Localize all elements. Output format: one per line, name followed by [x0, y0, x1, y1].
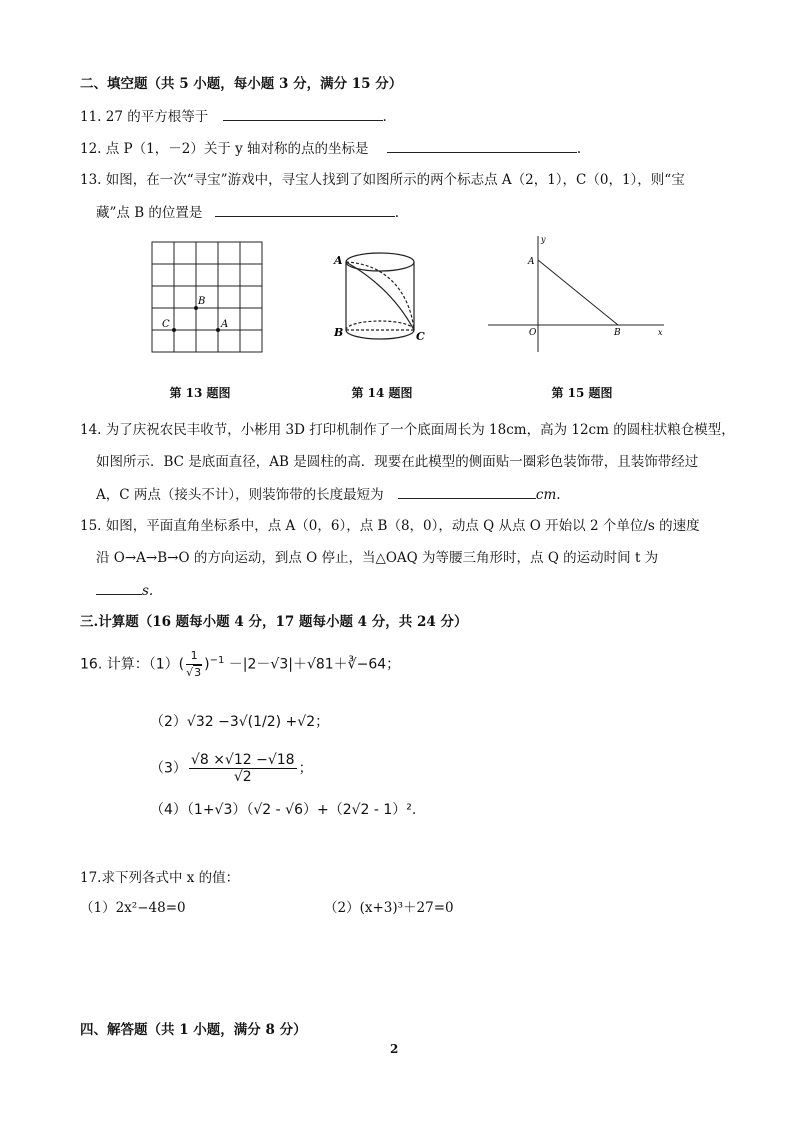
- question-11: [80, 106, 387, 127]
- question-16-part1: 16. 计算：（1）( $\frac{1}{√3}$ )$^{-1}$ －|2－√3|＋√81＋∛−64；: [80, 649, 401, 679]
- fig15-label-a: A: [528, 257, 535, 267]
- fig13-label-c: C: [162, 319, 170, 330]
- question-14-line1: 14. 为了庆祝农民丰收节，小彬用 3D 打印机制作了一个底面周长为 18cm，高为 12cm 的圆柱状粮仓模型，: [80, 422, 735, 438]
- fig14-label-a: A: [334, 254, 343, 267]
- question-13-line1: 13. 如图，在一次“寻宝”游戏中，寻宝人找到了如图所示的两个标志点 A（2，1），C（0，1），则“宝: [80, 172, 685, 188]
- q13-line2-text: 藏”点 B 的位置是: [96, 205, 203, 221]
- q16-part3-fraction: [189, 752, 297, 785]
- q14-line3-text: A，C 两点（接头不计），则装饰带的长度最短为: [96, 487, 384, 503]
- figure-14-cylinder: [330, 244, 435, 352]
- fig15-label-x: x: [658, 328, 663, 337]
- fig15-label-y: y: [541, 235, 546, 244]
- question-17-title: 17.求下列各式中 x 的值：: [80, 870, 240, 886]
- section-2-title: 二、填空题（共 5 小题，每小题 3 分，满分 15 分）: [80, 76, 403, 92]
- point-c-dot: [172, 328, 176, 332]
- figure-13-grid: [148, 238, 268, 358]
- question-17-part2: （2）(x+3)³＋27=0: [324, 900, 454, 916]
- point-a-dot: [216, 328, 220, 332]
- q16-part3-denominator: √2: [233, 769, 252, 785]
- figure-15-axes: [486, 232, 668, 356]
- q13-answer-blank[interactable]: [215, 202, 395, 217]
- figure-14-caption: 第 14 题图: [351, 386, 413, 400]
- q13-end: .: [394, 205, 399, 221]
- question-14-line2: 如图所示．BC 是底面直径，AB 是圆柱的高．现要在此模型的侧面贴一圈彩色装饰带，且装饰带经过: [96, 454, 699, 470]
- q15-unit: s.: [142, 583, 154, 599]
- question-15-line3: [96, 580, 153, 601]
- q16-fraction: $\frac{1}{√3}$: [186, 649, 202, 679]
- q11-answer-blank[interactable]: [223, 106, 383, 121]
- figure-13-caption: 第 13 题图: [169, 386, 231, 400]
- question-14-line3: [96, 484, 561, 505]
- section-4-title: 四、解答题（共 1 小题，满分 8 分）: [80, 1022, 307, 1038]
- q14-unit: cm.: [535, 487, 561, 503]
- fig15-label-b: B: [614, 328, 621, 338]
- q12-end: .: [576, 141, 582, 157]
- q12-text: 12. 点 P（1，－2）关于 y 轴对称的点的坐标是: [80, 141, 369, 157]
- q16-part3-label: （3）: [150, 760, 187, 777]
- question-15-line1: 15. 如图，平面直角坐标系中，点 A（0，6），点 B（8，0），动点 Q 从点 O 开始以 2 个单位/s 的速度: [80, 518, 700, 534]
- q15-answer-blank[interactable]: [96, 580, 142, 595]
- fig14-label-c: C: [416, 330, 425, 343]
- q16-fraction-paren-close: ): [204, 656, 210, 673]
- question-16-part3: [150, 752, 313, 792]
- question-13-line2: [96, 202, 399, 223]
- fig13-label-b: B: [198, 296, 206, 307]
- figure-15-caption: 第 15 题图: [551, 386, 613, 400]
- question-15-line2: 沿 O→A→B→O 的方向运动，到点 O 停止，当△OAQ 为等腰三角形时，点 Q 的运动时间 t 为: [96, 550, 659, 566]
- q16-prefix: 16. 计算：（1）: [80, 656, 179, 673]
- q16-part1-rest: －|2－√3|＋√81＋∛−64；: [228, 656, 401, 673]
- question-17-part1: （1）2x²−48=0: [80, 900, 186, 916]
- q16-fraction-paren: (: [178, 656, 185, 673]
- fig15-label-o: O: [529, 328, 537, 338]
- q14-answer-blank[interactable]: [398, 484, 536, 499]
- fig14-label-b: B: [334, 326, 344, 339]
- question-16-part4: （4）（1+√3）（√2 - √6）+（2√2 - 1）².: [150, 802, 417, 818]
- section-3-title: 三.计算题（16 题每小题 4 分，17 题每小题 4 分，共 24 分）: [80, 614, 468, 630]
- page-number: 2: [390, 1042, 399, 1056]
- fig13-label-a: A: [221, 319, 229, 330]
- question-12: [80, 138, 581, 159]
- question-16-part2: （2）√32 −3√(1/2) +√2；: [150, 714, 330, 730]
- q12-answer-blank[interactable]: [387, 138, 577, 153]
- q11-end: .: [382, 109, 387, 125]
- q16-part3-end: ；: [298, 760, 313, 777]
- q16-part3-numerator: √8 ×√12 −√18: [190, 752, 295, 768]
- q11-text: 11. 27 的平方根等于: [80, 109, 209, 125]
